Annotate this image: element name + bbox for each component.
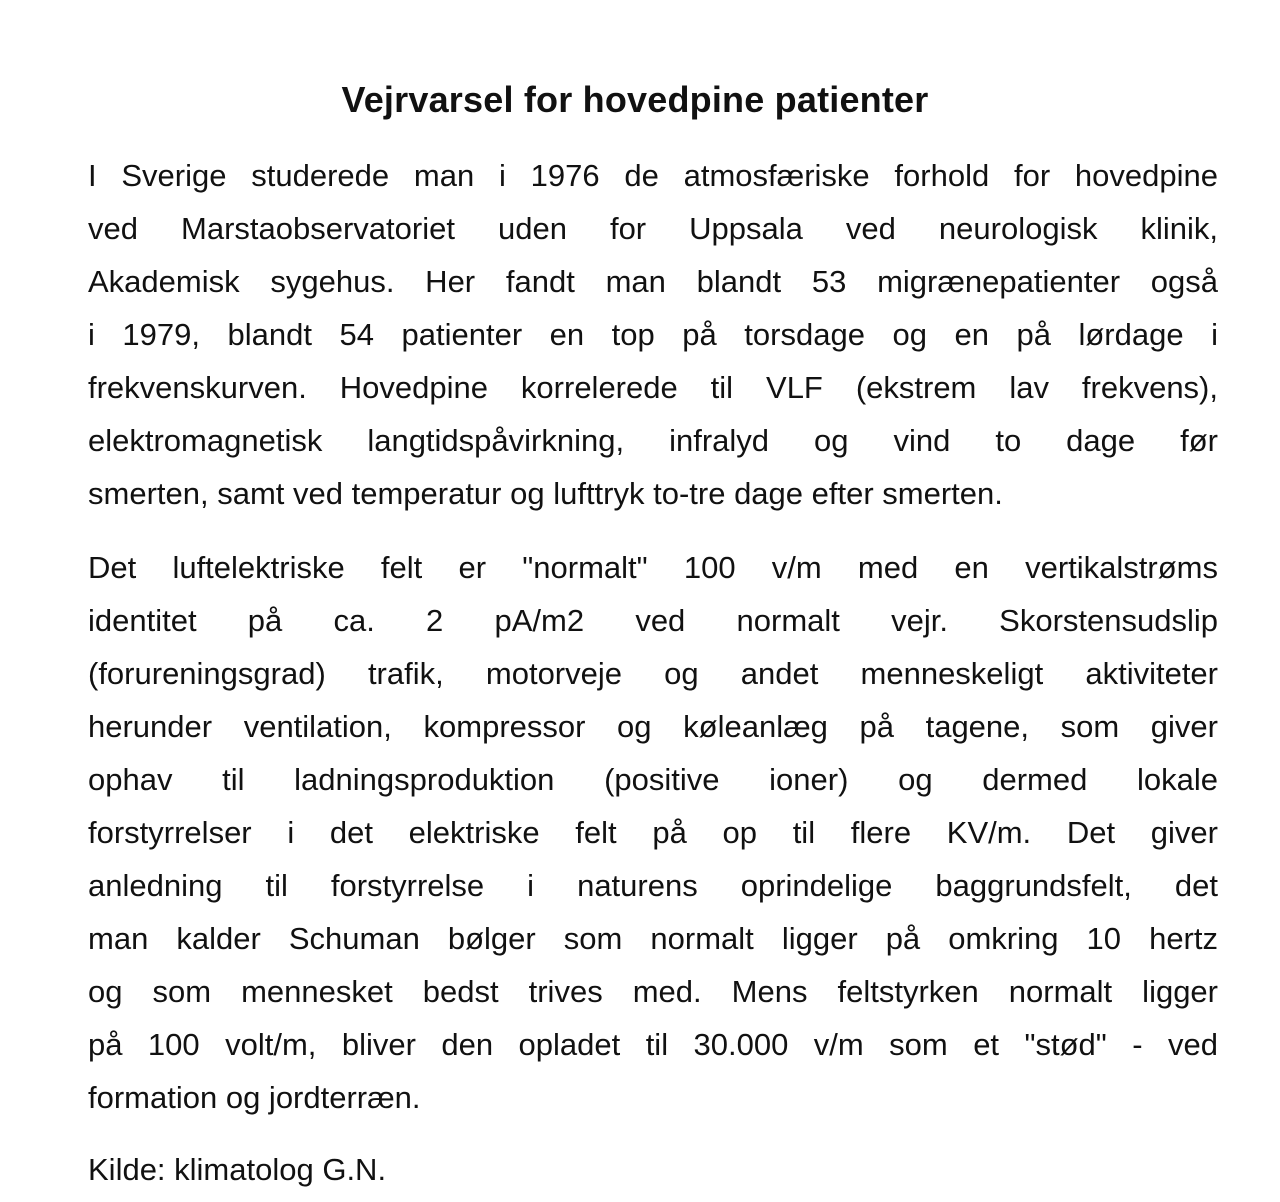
paragraph-2-line: formation og jordterræn. (88, 1080, 421, 1115)
paragraph-2-line: på 100 volt/m, bliver den opladet til 30.000 v/m som et "stød" - ved (88, 1027, 1218, 1062)
document-title: Vejrvarsel for hovedpine patienter (341, 79, 929, 120)
paragraph-2-line: identitet på ca. 2 pA/m2 ved normalt vejr. Skorstensudslip (88, 603, 1218, 638)
paragraph-2-line: man kalder Schuman bølger som normalt ligger på omkring 10 hertz (88, 921, 1218, 956)
paragraph-2-line: herunder ventilation, kompressor og køleanlæg på tagene, som giver (88, 709, 1218, 744)
paragraph-2-line: og som mennesket bedst trives med. Mens feltstyrken normalt ligger (88, 974, 1218, 1009)
paragraph-1-line: smerten, samt ved temperatur og lufttryk to-tre dage efter smerten. (88, 476, 1003, 511)
paragraph-2-line: anledning til forstyrrelse i naturens oprindelige baggrundsfelt, det (88, 868, 1218, 903)
source-credit: Kilde: klimatolog G.N. (88, 1152, 387, 1187)
paragraph-2-line: ophav til ladningsproduktion (positive ioner) og dermed lokale (88, 762, 1218, 797)
paragraph-1-line: i 1979, blandt 54 patienter en top på torsdage og en på lørdage i (88, 317, 1218, 352)
paragraph-1-line: ved Marstaobservatoriet uden for Uppsala ved neurologisk klinik, (88, 211, 1218, 246)
paragraph-1-line: Akademisk sygehus. Her fandt man blandt 53 migrænepatienter også (88, 264, 1218, 299)
paragraph-1-line: elektromagnetisk langtidspåvirkning, infralyd og vind to dage før (88, 423, 1218, 458)
paragraph-2-line: Det luftelektriske felt er "normalt" 100 v/m med en vertikalstrøms (88, 550, 1218, 585)
paragraph-2-line: (forureningsgrad) trafik, motorveje og andet menneskeligt aktiviteter (88, 656, 1218, 691)
paragraph-1-line: I Sverige studerede man i 1976 de atmosfæriske forhold for hovedpine (88, 158, 1218, 193)
paragraph-2-line: forstyrrelser i det elektriske felt på op til flere KV/m. Det giver (88, 815, 1218, 850)
paragraph-1-line: frekvenskurven. Hovedpine korrelerede til VLF (ekstrem lav frekvens), (88, 370, 1218, 405)
